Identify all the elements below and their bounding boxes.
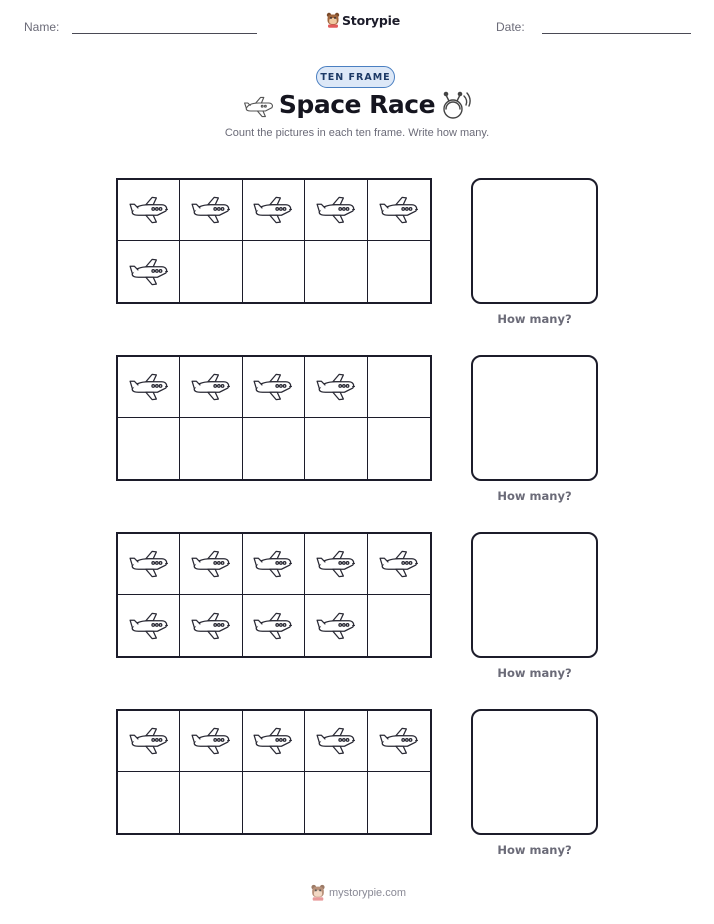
airplane-icon: [128, 194, 170, 226]
brand-name: Storypie: [342, 12, 400, 28]
footer-url[interactable]: mystorypie.com: [329, 886, 407, 899]
ten-frame-cell: [118, 418, 180, 479]
ten-frame-cell: [368, 418, 430, 479]
ten-frame-cell: [368, 595, 430, 656]
ten-frame: [116, 709, 432, 835]
ten-frame-cell: [243, 180, 305, 241]
ten-frame-cell: [368, 357, 430, 418]
ten-frame-cell: [305, 241, 367, 302]
footer: [310, 884, 406, 901]
ten-frame-cell: [180, 418, 242, 479]
airplane-icon: [378, 725, 420, 757]
date-label: Date:: [496, 20, 525, 34]
alien-helmet-icon: [438, 90, 472, 122]
ten-frame-cell: [305, 357, 367, 418]
ten-frame-cell: [243, 534, 305, 595]
answer-box[interactable]: [471, 709, 598, 835]
ten-frame-cell: [243, 595, 305, 656]
ten-frame-cell: [118, 241, 180, 302]
airplane-icon: [315, 610, 357, 642]
airplane-icon: [252, 610, 294, 642]
ten-frame-cell: [368, 534, 430, 595]
ten-frame: [116, 355, 432, 481]
ten-frame-cell: [118, 357, 180, 418]
ten-frame-cell: [118, 534, 180, 595]
airplane-icon: [315, 725, 357, 757]
how-many-label: How many?: [497, 666, 572, 680]
ten-frame-cell: [243, 241, 305, 302]
airplane-icon: [128, 725, 170, 757]
airplane-icon: [252, 548, 294, 580]
ten-frame-cell: [368, 241, 430, 302]
answer-box[interactable]: [471, 178, 598, 304]
ten-frame-cell: [243, 418, 305, 479]
ten-frame-cell: [180, 534, 242, 595]
airplane-icon: [252, 725, 294, 757]
ten-frame-cell: [118, 711, 180, 772]
answer-box[interactable]: [471, 355, 598, 481]
ten-frame-cell: [180, 772, 242, 833]
ten-frame: [116, 178, 432, 304]
airplane-icon: [190, 371, 232, 403]
brand-logo: [326, 12, 400, 28]
airplane-icon: [128, 371, 170, 403]
date-line[interactable]: [542, 33, 691, 34]
ten-frame-cell: [118, 595, 180, 656]
airplane-icon: [315, 371, 357, 403]
ten-frame-cell: [305, 772, 367, 833]
name-label: Name:: [24, 20, 60, 34]
ten-frame-cell: [118, 772, 180, 833]
airplane-icon: [190, 194, 232, 226]
airplane-icon: [190, 725, 232, 757]
bear-mascot-icon: [326, 12, 340, 28]
ten-frame-cell: [180, 595, 242, 656]
ten-frame-cell: [305, 418, 367, 479]
airplane-icon: [252, 194, 294, 226]
ten-frame-cell: [305, 180, 367, 241]
airplane-icon: [315, 194, 357, 226]
ten-frame-badge: TEN FRAME: [316, 66, 395, 88]
how-many-label: How many?: [497, 489, 572, 503]
airplane-icon: [378, 548, 420, 580]
airplane-icon: [190, 610, 232, 642]
airplane-icon: [128, 256, 170, 288]
ten-frame-cell: [368, 711, 430, 772]
answer-box[interactable]: [471, 532, 598, 658]
ten-frame-cell: [243, 357, 305, 418]
ten-frame-cell: [305, 534, 367, 595]
ten-frame-cell: [180, 180, 242, 241]
bear-mascot-icon: [310, 884, 326, 901]
ten-frame-cell: [305, 595, 367, 656]
ten-frame-cell: [368, 180, 430, 241]
how-many-label: How many?: [497, 843, 572, 857]
ten-frame: [116, 532, 432, 658]
name-line[interactable]: [72, 33, 257, 34]
airplane-icon: [190, 548, 232, 580]
worksheet-title: Space Race: [278, 90, 436, 119]
ten-frame-cell: [180, 357, 242, 418]
ten-frame-cell: [180, 241, 242, 302]
ten-frame-cell: [305, 711, 367, 772]
ten-frame-cell: [368, 772, 430, 833]
ten-frame-cell: [243, 711, 305, 772]
how-many-label: How many?: [497, 312, 572, 326]
ten-frame-cell: [180, 711, 242, 772]
ten-frame-cell: [243, 772, 305, 833]
ten-frame-cell: [118, 180, 180, 241]
airplane-icon: [252, 371, 294, 403]
airplane-icon: [315, 548, 357, 580]
airplane-icon: [128, 610, 170, 642]
worksheet-instructions: Count the pictures in each ten frame. Write how many.: [224, 127, 490, 139]
airplane-icon: [378, 194, 420, 226]
airplane-icon: [128, 548, 170, 580]
